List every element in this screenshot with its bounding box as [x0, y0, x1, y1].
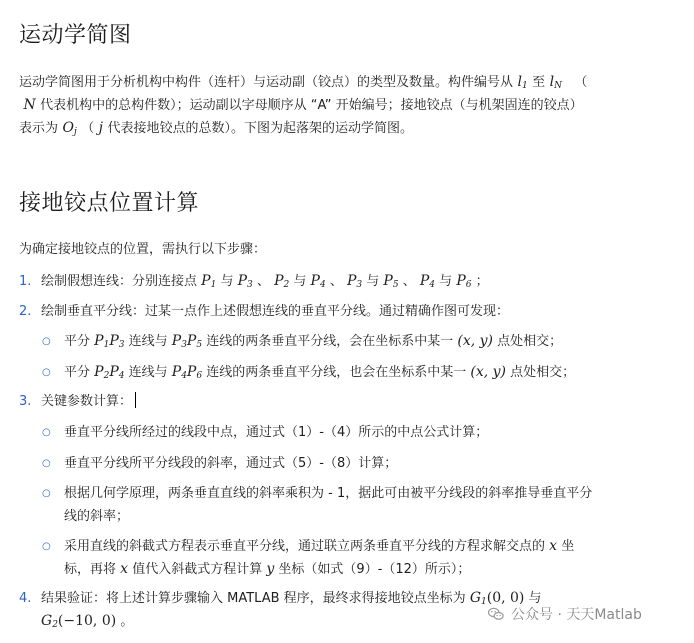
math-P3b: $P_3$ — [346, 273, 363, 290]
math-P3: $P_3$ — [237, 273, 253, 290]
math-y: y — [266, 561, 275, 577]
math-xy: (x, y) — [457, 333, 494, 349]
math-G1: $G_1(0$, 0) — [469, 590, 525, 607]
step-4: 4. 结果验证：将上述计算步骤输入 MATLAB 程序，最终求得接地铰点坐标为 $G_1(0$, 0) 与 $G_2(-10$, 0) 。 — [19, 590, 542, 630]
step-1: 1. 绘制假想连线：分别连接点 $P_1$ 与 $P_3$ 、 $P_2$ 与 $P_4$ 、 $P_3$ 与 $P_5$ 、 $P_4$ 与 $P_6$ ； — [19, 273, 489, 290]
section-title-ground-pivot: 接地铰点位置计算 — [19, 191, 200, 216]
bullet-midpoint: ○ 垂直平分线所经过的线段中点，通过式（1）-（4）所示的中点公式计算； — [42, 425, 489, 440]
bullet-perpendicular-slope: ○ 根据几何学原理，两条垂直直线的斜率乘积为 - 1，据此可由被平分线段的斜率推导垂直平分 线的斜率； — [42, 486, 593, 524]
paragraph-line-2: N 代表机构中的总构件数）；运动副以字母顺序从 “A” 开始编号；接地铰点（与机架固连的铰点） — [19, 94, 679, 117]
bullet-bisect-p2p4: ○ 平分 $P_2P_4$ 连线与 $P_4P_6$ 连线的两条垂直平分线，也会在坐标系中某一 (x, y) 点处相交； — [42, 364, 576, 381]
step-3: 3. 关键参数计算： — [19, 392, 679, 412]
math-P5: $P_5$ — [383, 273, 399, 290]
text-cursor — [135, 392, 136, 408]
math-Oj: $O_j$ — [62, 120, 77, 137]
math-xy-2: (x, y) — [470, 364, 507, 380]
bullet-intersection: ○ 采用直线的斜截式方程表示垂直平分线，通过联立两条垂直平分线的方程求解交点的 x 坐 标，再将 x 值代入斜截式方程计算 y 坐标（如式（9）-（12）所示）； — [42, 538, 575, 577]
section-title-kinematic-diagram: 运动学简图 — [19, 23, 132, 48]
math-l1: $l_1$ — [517, 74, 528, 91]
bullet-slope: ○ 垂直平分线所平分线段的斜率，通过式（5）-（8）计算； — [42, 456, 398, 471]
wechat-icon — [487, 605, 505, 623]
math-G2: $G_2(-10$, 0) — [41, 613, 117, 630]
kinematic-diagram-paragraph — [19, 71, 679, 140]
math-P6: $P_6$ — [456, 273, 472, 290]
math-x: x — [549, 538, 558, 554]
math-P2P4: $P_2P_4$ — [94, 364, 125, 381]
math-j: j — [98, 120, 104, 136]
math-P4b: $P_4$ — [419, 273, 436, 290]
math-x-2: x — [120, 561, 129, 577]
math-P1P3: $P_1P_3$ — [94, 333, 125, 350]
steps-intro: 为确定接地铰点的位置，需执行以下步骤： — [19, 242, 267, 257]
watermark-text: 公众号 · 天天Matlab — [511, 607, 642, 623]
math-N: N — [23, 97, 36, 113]
math-P3P5: $P_3P_5$ — [171, 333, 203, 350]
paragraph-line-3: 表示为 $O_j$ （ j 代表接地铰点的总数）。下图为起落架的运动学简图。 — [19, 120, 413, 137]
step-2: 2. 绘制垂直平分线：过某一点作上述假想连线的垂直平分线。通过精确作图可发现： — [19, 304, 510, 319]
math-P4: $P_4$ — [310, 273, 326, 290]
wechat-watermark — [487, 604, 642, 624]
math-P4P6: $P_4P_6$ — [171, 364, 203, 381]
math-lN: $l_N$ — [549, 74, 562, 91]
paragraph-line-1: 运动学简图用于分析机构中构件（连杆）与运动副（铰点）的类型及数量。构件编号从 $l_1$ 至 $l_N$ （ — [19, 74, 588, 91]
math-P2: $P_2$ — [274, 273, 290, 290]
math-P1: $P_1$ — [201, 273, 217, 290]
bullet-bisect-p1p3: ○ 平分 $P_1P_3$ 连线与 $P_3P_5$ 连线的两条垂直平分线，会在坐标系中某一 (x, y) 点处相交； — [42, 333, 563, 350]
